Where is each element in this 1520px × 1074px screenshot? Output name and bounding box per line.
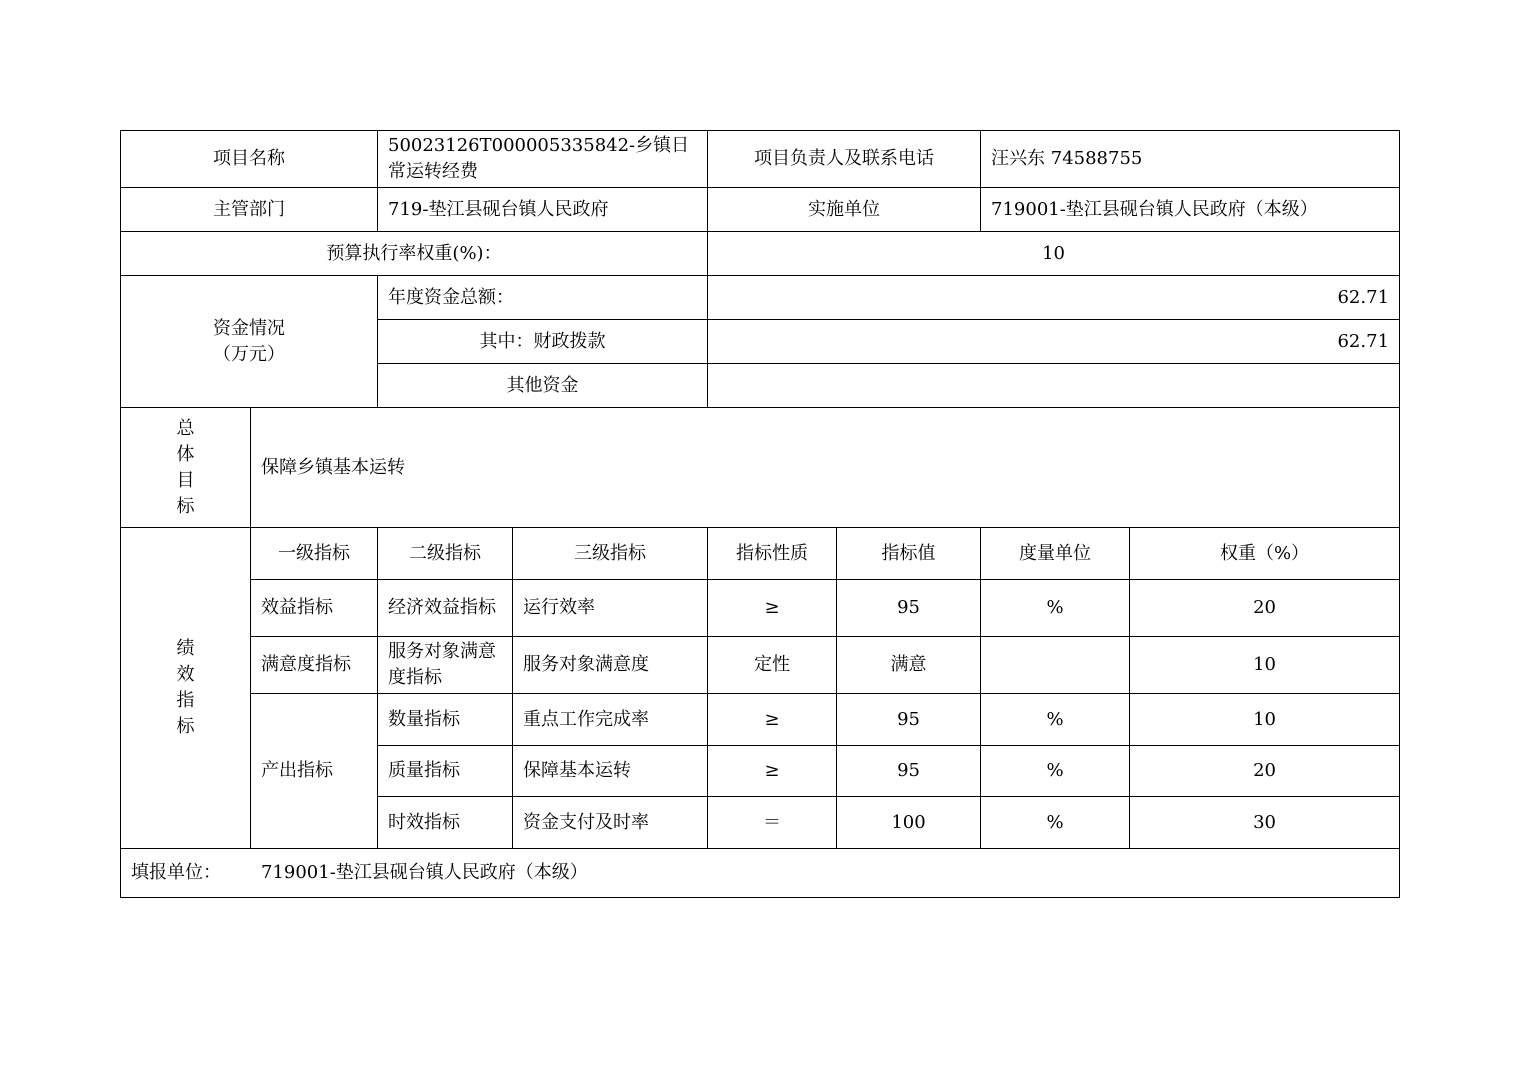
funds-label: [121, 276, 378, 408]
goal-text: 保障乡镇基本运转: [251, 408, 1400, 528]
responsible-label: 项目负责人及联系电话: [708, 131, 981, 188]
col-header-weight: 权重（%）: [1130, 528, 1400, 580]
row-goal: [121, 408, 1400, 528]
col-header-nature: 指标性质: [708, 528, 837, 580]
perf-label-char: 指: [176, 690, 195, 711]
row-project: [121, 131, 1400, 188]
col-header-level1: 一级指标: [251, 528, 378, 580]
other-funds-label: 其他资金: [378, 364, 708, 408]
cell-value: 95: [837, 694, 981, 746]
cell-nature: ≥: [708, 746, 837, 797]
row-perf-header: [121, 528, 1400, 580]
footer-label: 填报单位：: [131, 862, 221, 883]
goal-label-char: 总: [176, 417, 195, 439]
perf-label: [121, 528, 251, 849]
project-name-value: 50023126T000005335842-乡镇日常运转经费: [378, 131, 708, 188]
performance-target-table: [120, 130, 1400, 898]
responsible-value: 汪兴东 74588755: [981, 131, 1400, 188]
cell-level2: 经济效益指标: [378, 580, 513, 637]
dept-label: 主管部门: [121, 188, 378, 232]
row-funds-total: [121, 276, 1400, 320]
cell-level2: 质量指标: [378, 746, 513, 797]
cell-weight: 20: [1130, 746, 1400, 797]
row-department: [121, 188, 1400, 232]
col-header-level2: 二级指标: [378, 528, 513, 580]
goal-label-char: 标: [176, 495, 195, 517]
cell-unit: %: [981, 746, 1130, 797]
dept-value: 719-垫江县砚台镇人民政府: [378, 188, 708, 232]
col-header-unit: 度量单位: [981, 528, 1130, 580]
project-name-label: 项目名称: [121, 131, 378, 188]
cell-weight: 10: [1130, 637, 1400, 694]
perf-label-char: 绩: [176, 638, 195, 659]
cell-level3: 重点工作完成率: [513, 694, 708, 746]
footer-value: 719001-垫江县砚台镇人民政府（本级）: [261, 862, 588, 883]
row-budget-weight: [121, 232, 1400, 276]
fiscal-label: 其中：财政拨款: [378, 320, 708, 364]
annual-total-label: 年度资金总额：: [378, 276, 708, 320]
budget-weight-label: 预算执行率权重(%)：: [121, 232, 708, 276]
cell-level3: 运行效率: [513, 580, 708, 637]
table-row: [121, 694, 1400, 746]
row-footer: [121, 849, 1400, 898]
cell-value: 95: [837, 580, 981, 637]
cell-nature: ≥: [708, 580, 837, 637]
annual-total-value: 62.71: [708, 276, 1400, 320]
perf-label-char: 效: [176, 664, 195, 685]
col-header-level3: 三级指标: [513, 528, 708, 580]
cell-level2: 时效指标: [378, 797, 513, 849]
cell-level2: 数量指标: [378, 694, 513, 746]
cell-unit: [981, 637, 1130, 694]
col-header-value: 指标值: [837, 528, 981, 580]
cell-unit: %: [981, 694, 1130, 746]
cell-level1: 满意度指标: [251, 637, 378, 694]
cell-level1: 效益指标: [251, 580, 378, 637]
cell-weight: 10: [1130, 694, 1400, 746]
fiscal-value: 62.71: [708, 320, 1400, 364]
funds-label-line2: （万元）: [213, 343, 285, 365]
goal-label-char: 体: [176, 443, 195, 465]
cell-unit: %: [981, 797, 1130, 849]
cell-level3: 服务对象满意度: [513, 637, 708, 694]
perf-label-char: 标: [176, 716, 195, 737]
cell-level1: 产出指标: [251, 694, 378, 849]
other-funds-value: [708, 364, 1400, 408]
cell-weight: 30: [1130, 797, 1400, 849]
table-row: [121, 637, 1400, 694]
table-row: [121, 580, 1400, 637]
cell-unit: %: [981, 580, 1130, 637]
cell-value: 100: [837, 797, 981, 849]
cell-weight: 20: [1130, 580, 1400, 637]
impl-value: 719001-垫江县砚台镇人民政府（本级）: [981, 188, 1400, 232]
footer-cell: [121, 849, 1400, 898]
goal-label-char: 目: [176, 469, 195, 491]
cell-nature: 定性: [708, 637, 837, 694]
cell-nature: ＝: [708, 797, 837, 849]
impl-label: 实施单位: [708, 188, 981, 232]
cell-value: 95: [837, 746, 981, 797]
funds-label-line1: 资金情况: [213, 317, 285, 339]
goal-label: [121, 408, 251, 528]
cell-level3: 保障基本运转: [513, 746, 708, 797]
cell-value: 满意: [837, 637, 981, 694]
cell-nature: ≥: [708, 694, 837, 746]
cell-level3: 资金支付及时率: [513, 797, 708, 849]
budget-weight-value: 10: [708, 232, 1400, 276]
cell-level2: 服务对象满意度指标: [378, 637, 513, 694]
